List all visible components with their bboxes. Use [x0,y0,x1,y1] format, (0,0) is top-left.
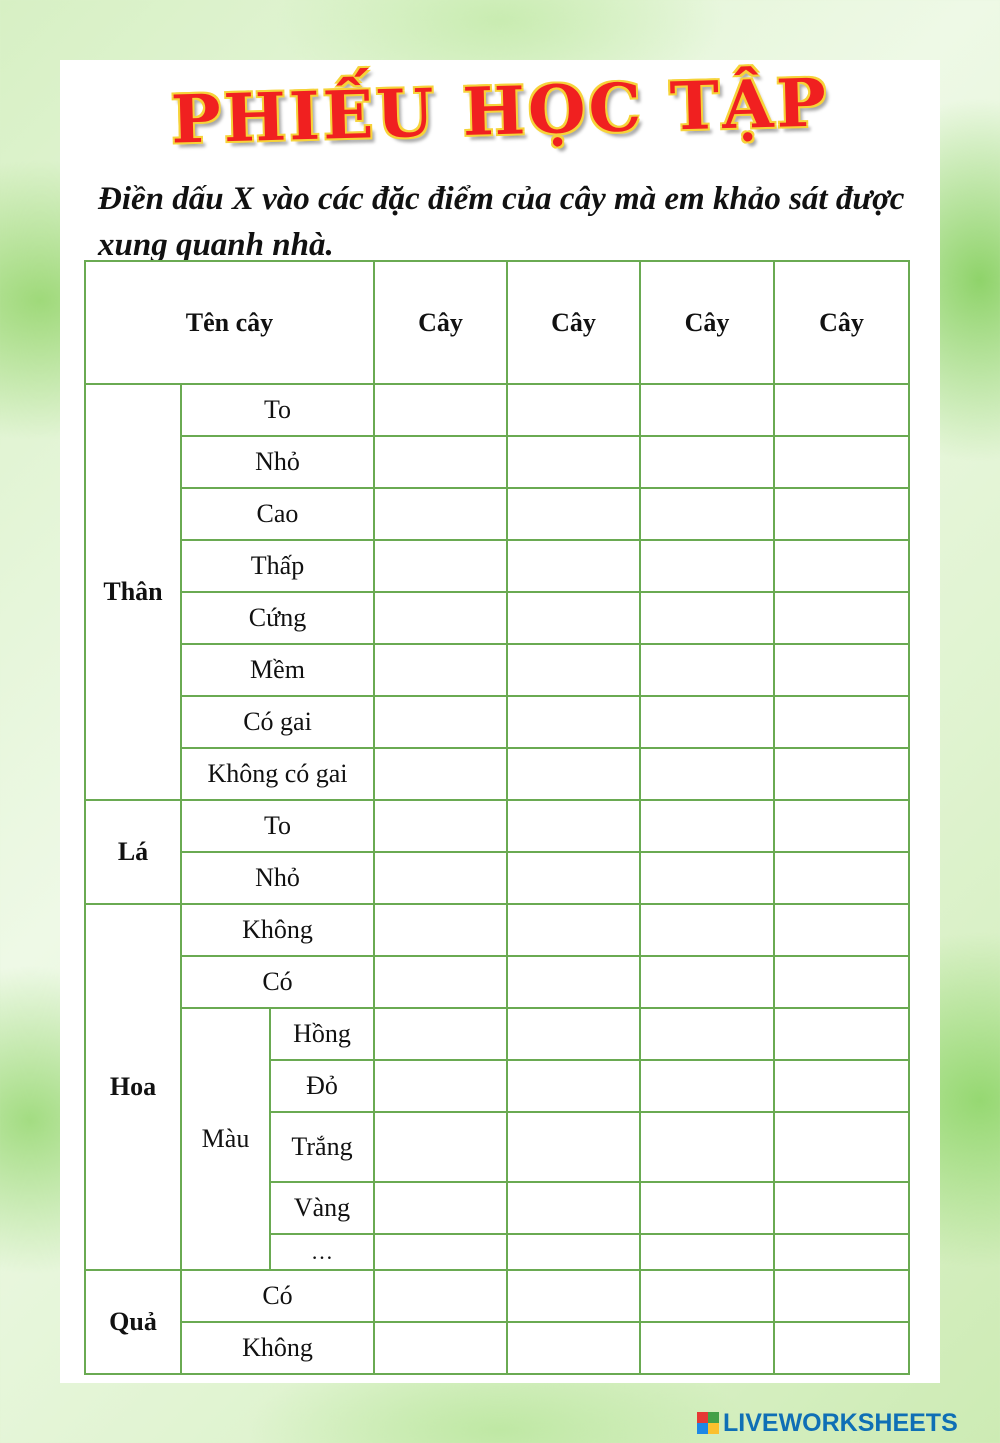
answer-cell[interactable] [640,852,774,904]
answer-cell[interactable] [640,748,774,800]
trait-label: Cao [181,488,374,540]
answer-cell[interactable] [374,384,507,436]
table-row [85,904,909,956]
answer-cell[interactable] [774,696,909,748]
answer-cell[interactable] [374,696,507,748]
answer-cell[interactable] [640,1060,774,1112]
answer-cell[interactable] [640,904,774,956]
answer-cell[interactable] [374,956,507,1008]
answer-cell[interactable] [507,904,640,956]
trait-label: Không [181,1322,374,1374]
answer-cell[interactable] [640,1112,774,1182]
table-row [85,1008,909,1060]
answer-cell[interactable] [507,1322,640,1374]
answer-cell[interactable] [640,696,774,748]
answer-cell[interactable] [774,904,909,956]
answer-cell[interactable] [374,852,507,904]
trait-label: Cứng [181,592,374,644]
worksheet-title: PHIẾU HỌC TẬP [170,63,830,159]
header-plant-3[interactable]: Cây [640,261,774,384]
answer-cell[interactable] [774,852,909,904]
table-row [85,488,909,540]
answer-cell[interactable] [774,956,909,1008]
group-label-la: Lá [85,800,181,904]
answer-cell[interactable] [507,696,640,748]
table-row [85,384,909,436]
answer-cell[interactable] [374,1008,507,1060]
answer-cell[interactable] [374,644,507,696]
group-label-qua: Quả [85,1270,181,1374]
answer-cell[interactable] [374,1182,507,1234]
answer-cell[interactable] [640,436,774,488]
table-row [85,956,909,1008]
liveworksheets-icon [697,1412,719,1434]
answer-cell[interactable] [374,540,507,592]
trait-label: Đỏ [270,1060,374,1112]
header-plant-1[interactable]: Cây [374,261,507,384]
table-row [85,592,909,644]
header-row [85,261,909,384]
answer-cell[interactable] [774,1112,909,1182]
answer-cell[interactable] [507,1234,640,1270]
answer-cell[interactable] [507,644,640,696]
answer-cell[interactable] [507,1060,640,1112]
table-row [85,852,909,904]
answer-cell[interactable] [640,1182,774,1234]
answer-cell[interactable] [374,748,507,800]
table-row [85,748,909,800]
survey-table [84,260,910,1375]
trait-label: Nhỏ [181,436,374,488]
answer-cell[interactable] [507,852,640,904]
answer-cell[interactable] [640,1008,774,1060]
answer-cell[interactable] [507,488,640,540]
answer-cell[interactable] [774,436,909,488]
answer-cell[interactable] [374,1112,507,1182]
answer-cell[interactable] [774,1270,909,1322]
trait-label: Không có gai [181,748,374,800]
answer-cell[interactable] [640,644,774,696]
logo-square [708,1412,719,1423]
answer-cell[interactable] [774,1322,909,1374]
group-label-hoa: Hoa [85,904,181,1270]
table-row [85,1270,909,1322]
table-row [85,436,909,488]
answer-cell[interactable] [640,540,774,592]
answer-cell[interactable] [774,592,909,644]
answer-cell[interactable] [507,1008,640,1060]
answer-cell[interactable] [374,800,507,852]
trait-label: Hồng [270,1008,374,1060]
trait-label: To [181,384,374,436]
answer-cell[interactable] [374,592,507,644]
table-row [85,540,909,592]
table-row [85,1322,909,1374]
trait-label: Trắng [270,1112,374,1182]
trait-label: Có [181,956,374,1008]
answer-cell[interactable] [374,1322,507,1374]
table-row [85,696,909,748]
header-plant-4[interactable]: Cây [774,261,909,384]
answer-cell[interactable] [374,1270,507,1322]
trait-label: Không [181,904,374,956]
brand-name: LIVEWORKSHEETS [723,1408,958,1437]
answer-cell[interactable] [507,748,640,800]
trait-label: Thấp [181,540,374,592]
logo-square [697,1423,708,1434]
trait-label: … [270,1234,374,1270]
answer-cell[interactable] [774,488,909,540]
trait-label: To [181,800,374,852]
subgroup-label-mau: Màu [181,1008,270,1270]
answer-cell[interactable] [374,1060,507,1112]
answer-cell[interactable] [640,1322,774,1374]
answer-cell[interactable] [774,1234,909,1270]
answer-cell[interactable] [640,488,774,540]
answer-cell[interactable] [507,592,640,644]
answer-cell[interactable] [507,540,640,592]
answer-cell[interactable] [774,384,909,436]
answer-cell[interactable] [774,1060,909,1112]
trait-label: Nhỏ [181,852,374,904]
answer-cell[interactable] [374,904,507,956]
liveworksheets-logo[interactable] [697,1408,997,1438]
answer-cell[interactable] [640,956,774,1008]
answer-cell[interactable] [640,1234,774,1270]
answer-cell[interactable] [640,800,774,852]
answer-cell[interactable] [374,1234,507,1270]
answer-cell[interactable] [507,1182,640,1234]
answer-cell[interactable] [374,488,507,540]
table-row [85,644,909,696]
logo-square [708,1423,719,1434]
answer-cell[interactable] [640,592,774,644]
trait-label: Có gai [181,696,374,748]
group-label-than: Thân [85,384,181,800]
table-row [85,800,909,852]
answer-cell[interactable] [640,384,774,436]
trait-label: Có [181,1270,374,1322]
answer-cell[interactable] [507,1270,640,1322]
answer-cell[interactable] [507,956,640,1008]
answer-cell[interactable] [374,436,507,488]
header-plant-name: Tên cây [85,261,374,384]
trait-label: Vàng [270,1182,374,1234]
answer-cell[interactable] [774,748,909,800]
answer-cell[interactable] [774,1008,909,1060]
instruction-text: Điền dấu X vào các đặc điểm của cây mà em khảo sát được xung quanh nhà. [98,181,905,263]
answer-cell[interactable] [507,800,640,852]
answer-cell[interactable] [774,644,909,696]
header-plant-2[interactable]: Cây [507,261,640,384]
answer-cell[interactable] [507,436,640,488]
answer-cell[interactable] [640,1270,774,1322]
answer-cell[interactable] [507,384,640,436]
answer-cell[interactable] [774,1182,909,1234]
trait-label: Mềm [181,644,374,696]
answer-cell[interactable] [507,1112,640,1182]
answer-cell[interactable] [774,800,909,852]
logo-square [697,1412,708,1423]
answer-cell[interactable] [774,540,909,592]
